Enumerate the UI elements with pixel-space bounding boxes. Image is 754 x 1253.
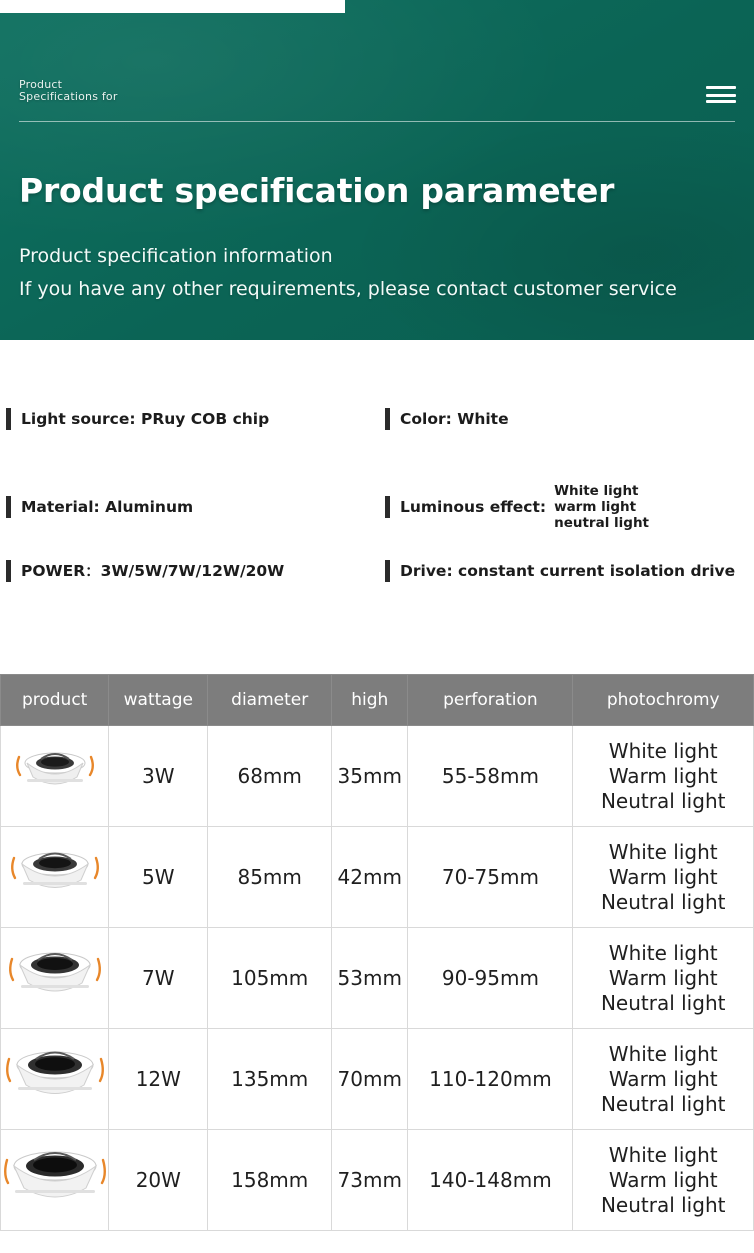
bullet-bar-icon — [6, 560, 11, 582]
bullet-bar-icon — [385, 560, 390, 582]
cell-photochromy — [573, 1029, 754, 1130]
table-row — [1, 928, 754, 1029]
hamburger-bar-3 — [706, 100, 736, 103]
table-row — [1, 1130, 754, 1231]
hero-subtitle-1: Product specification information — [19, 245, 333, 267]
spec-item-drive — [381, 560, 754, 582]
luminous-effect-value: White light — [554, 483, 639, 499]
hero-banner — [0, 0, 754, 340]
cell-high: 35mm — [332, 726, 408, 827]
cell-high: 53mm — [332, 928, 408, 1029]
cell-wattage: 7W — [109, 928, 208, 1029]
spec-item-color — [381, 408, 754, 430]
cell-perforation: 110-120mm — [408, 1029, 573, 1130]
cell-diameter: 158mm — [208, 1130, 332, 1231]
specification-table — [0, 674, 754, 1231]
cell-wattage: 20W — [109, 1130, 208, 1231]
spec-item-material — [0, 483, 381, 531]
downlight-lamp-icon — [1, 827, 108, 927]
specification-table-wrapper — [0, 674, 754, 1231]
hamburger-menu-icon[interactable] — [706, 80, 736, 106]
cell-perforation: 55-58mm — [408, 726, 573, 827]
page-title: Product specification parameter — [19, 171, 615, 210]
table-row — [1, 827, 754, 928]
cell-perforation: 140-148mm — [408, 1130, 573, 1231]
spec-item-label: Light source: PRuy COB chip — [21, 410, 270, 428]
cell-photochromy — [573, 726, 754, 827]
bullet-bar-icon — [385, 496, 390, 518]
hero-top-strip — [0, 0, 345, 13]
column-header-wattage: wattage — [109, 675, 208, 726]
photochromy-value: Warm light — [608, 1167, 718, 1192]
spec-item-label: Luminous effect: — [400, 498, 547, 516]
luminous-effect-values — [554, 483, 649, 531]
cell-photochromy — [573, 928, 754, 1029]
column-header-photochromy: photochromy — [573, 675, 754, 726]
spec-item-power — [0, 560, 381, 582]
cell-product — [1, 928, 109, 1029]
downlight-lamp-icon — [1, 1130, 108, 1230]
cell-wattage: 5W — [109, 827, 208, 928]
downlight-lamp-icon — [1, 1029, 108, 1129]
luminous-effect-value: neutral light — [554, 515, 650, 531]
table-body — [1, 726, 754, 1231]
photochromy-value: White light — [608, 839, 718, 864]
photochromy-value: White light — [608, 738, 718, 763]
cell-wattage: 3W — [109, 726, 208, 827]
luminous-effect-value: warm light — [554, 499, 637, 515]
hero-divider — [19, 121, 735, 122]
cell-product — [1, 726, 109, 827]
column-header-product: product — [1, 675, 109, 726]
spec-list — [0, 340, 754, 660]
cell-perforation: 70-75mm — [408, 827, 573, 928]
cell-diameter: 68mm — [208, 726, 332, 827]
cell-diameter: 85mm — [208, 827, 332, 928]
hero-eyebrow — [19, 79, 118, 103]
cell-product — [1, 827, 109, 928]
column-header-high: high — [332, 675, 408, 726]
cell-high: 42mm — [332, 827, 408, 928]
photochromy-value: Warm light — [608, 1066, 718, 1091]
column-header-diameter: diameter — [208, 675, 332, 726]
downlight-lamp-icon — [1, 928, 108, 1028]
photochromy-value: Neutral light — [600, 889, 726, 914]
column-header-perforation: perforation — [408, 675, 573, 726]
photochromy-value: Neutral light — [600, 990, 726, 1015]
photochromy-value: Warm light — [608, 864, 718, 889]
hero-eyebrow-line1: Product — [19, 78, 63, 91]
table-header — [1, 675, 754, 726]
spec-row-1 — [0, 408, 754, 430]
spec-row-3 — [0, 560, 754, 582]
hamburger-bar-1 — [706, 86, 736, 89]
table-header-row — [1, 675, 754, 726]
hero-eyebrow-line2: Specifications for — [19, 90, 118, 103]
cell-product — [1, 1029, 109, 1130]
photochromy-value: Neutral light — [600, 788, 726, 813]
hero-subtitle-2: If you have any other requirements, please contact customer service — [19, 278, 677, 300]
spec-item-luminous-effect — [381, 483, 754, 531]
spec-item-label: Color: White — [400, 410, 509, 428]
photochromy-value: White light — [608, 1041, 718, 1066]
hamburger-bar-2 — [706, 94, 736, 97]
cell-photochromy — [573, 827, 754, 928]
cell-high: 73mm — [332, 1130, 408, 1231]
bullet-bar-icon — [6, 496, 11, 518]
cell-diameter: 135mm — [208, 1029, 332, 1130]
photochromy-value: Neutral light — [600, 1091, 726, 1116]
photochromy-value: Neutral light — [600, 1192, 726, 1217]
downlight-lamp-icon — [1, 726, 108, 826]
cell-perforation: 90-95mm — [408, 928, 573, 1029]
photochromy-value: White light — [608, 940, 718, 965]
table-row — [1, 1029, 754, 1130]
spec-item-light-source — [0, 408, 381, 430]
spec-item-label: POWER：3W/5W/7W/12W/20W — [21, 562, 285, 580]
bullet-bar-icon — [6, 408, 11, 430]
spec-row-2 — [0, 483, 754, 531]
bullet-bar-icon — [385, 408, 390, 430]
photochromy-value: Warm light — [608, 965, 718, 990]
cell-product — [1, 1130, 109, 1231]
table-row — [1, 726, 754, 827]
cell-photochromy — [573, 1130, 754, 1231]
photochromy-value: White light — [608, 1142, 718, 1167]
cell-high: 70mm — [332, 1029, 408, 1130]
cell-wattage: 12W — [109, 1029, 208, 1130]
cell-diameter: 105mm — [208, 928, 332, 1029]
spec-item-label: Material: Aluminum — [21, 498, 194, 516]
spec-item-label: Drive: constant current isolation drive — [400, 562, 736, 580]
photochromy-value: Warm light — [608, 763, 718, 788]
